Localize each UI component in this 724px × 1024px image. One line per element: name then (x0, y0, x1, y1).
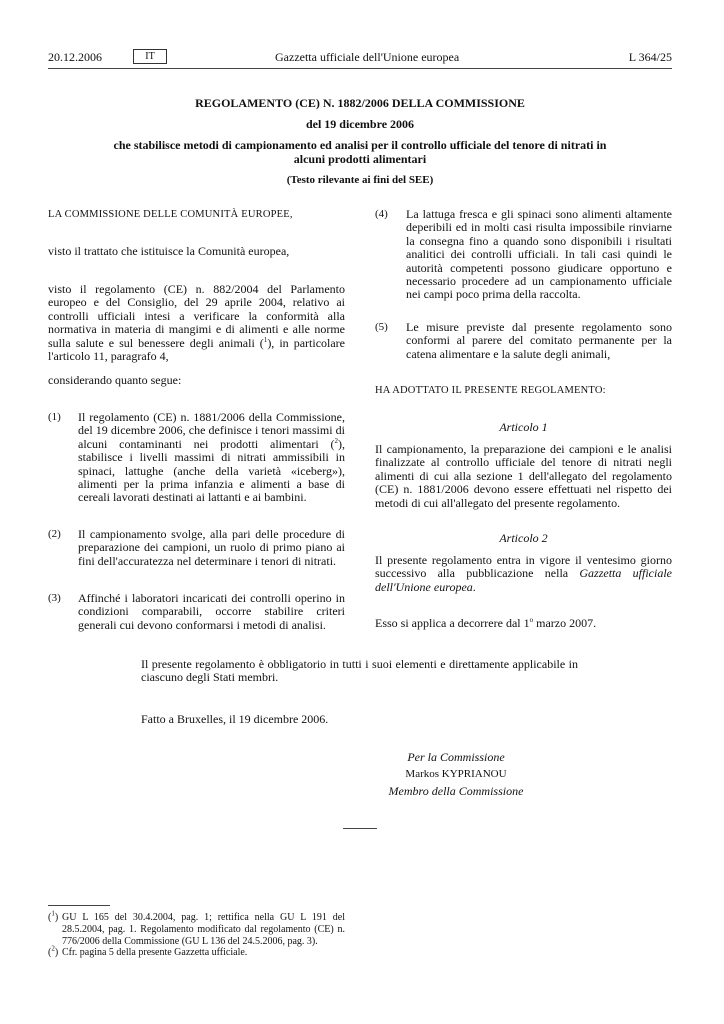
recital-1-number: (1) (48, 411, 61, 423)
end-rule (343, 828, 377, 829)
commission-heading: LA COMMISSIONE DELLE COMUNITÀ EUROPEE, (48, 209, 293, 220)
article-1-text: Il campionamento, la preparazione dei campioni e le analisi finalizzate al controllo ufficiale del tenore di nitrati negli alimenti di cui alla sezione 1 dell'allegato del regolamento (CE) n. 1881/2006 devono essere effettuati nel rispetto dei metodi di cui all'allegato del presente regolamento. (375, 442, 672, 510)
adopted-heading: HA ADOTTATO IL PRESENTE REGOLAMENTO: (375, 385, 606, 396)
page-reference: L 364/25 (628, 50, 672, 64)
regulation-title: REGOLAMENTO (CE) N. 1882/2006 DELLA COMMISSIONE (195, 96, 525, 110)
header-rule (48, 68, 672, 69)
footnote-2: Cfr. pagina 5 della presente Gazzetta ufficiale. (62, 947, 248, 958)
signature-per: Per la Commissione (407, 750, 505, 764)
language-badge: IT (133, 49, 167, 64)
recital-4-number: (4) (375, 208, 388, 220)
article-2-application: Esso si applica a decorrere dal 1$^o$ marzo 2007. (375, 616, 597, 630)
binding-clause: Il presente regolamento è obbligatorio in tutti i suoi elementi e direttamente applicabile in ciascuno degli Stati membri. (141, 657, 578, 685)
regulation-subject-line2: alcuni prodotti alimentari (293, 152, 427, 166)
recital-2-number: (2) (48, 528, 61, 540)
header-date: 20.12.2006 (48, 50, 102, 64)
footnote-1-mark: ($^1$) (48, 909, 59, 923)
visto-regolamento: visto il regolamento (CE) n. 882/2004 del Parlamento europeo e del Consiglio, del 29 aprile 2004, relativo ai controlli ufficiali intesi a verificare la conformità alla normativa in materia di mangimi e di alimenti e alle norme sulla salute e sul benessere degli animali ($^1$), in particolare l'articolo 11, paragrafo 4, (48, 282, 345, 364)
footnote-rule (48, 905, 110, 906)
done-at: Fatto a Bruxelles, il 19 dicembre 2006. (141, 712, 329, 726)
journal-title: Gazzetta ufficiale dell'Unione europea (275, 50, 460, 64)
recital-3: Affinché i laboratori incaricati dei controlli operino in condizioni comparabili, occorre stabilire criteri generali cui devono conformarsi i metodi di analisi. (78, 591, 345, 632)
article-2-title: Articolo 2 (499, 531, 548, 545)
recital-2: Il campionamento svolge, alla pari delle procedure di preparazione dei campioni, un ruolo di primo piano ai fini dell'accuratezza nel determinare i tenori di nitrati. (78, 527, 345, 568)
recital-1: Il regolamento (CE) n. 1881/2006 della Commissione, del 19 dicembre 2006, che definisce i tenori massimi di alcuni contaminanti nei prodotti alimentari ($^2$), stabilisce i livelli massimi di nitrati ammissibili in spinaci, lattughe (anche della varietà «iceberg»), alimenti per la prima infanzia e alimenti a base di cereali lavorati destinati ai lattanti e ai bambini. (78, 410, 345, 505)
footnote-1: GU L 165 del 30.4.2004, pag. 1; rettifica nella GU L 191 del 28.5.2004, pag. 1. Regolamento modificato dal regolamento (CE) n. 776/2006 della Commissione (GU L 136 del 24.5.2006, pag. 3). (62, 912, 345, 947)
footnote-2-mark: ($^2$) (48, 944, 59, 958)
visto-trattato: visto il trattato che istituisce la Comunità europea, (48, 244, 290, 258)
signatory-name: Markos KYPRIANOU (405, 768, 507, 780)
considerando: considerando quanto segue: (48, 373, 182, 387)
article-1-title: Articolo 1 (499, 420, 548, 434)
recital-5: Le misure previste dal presente regolamento sono conformi al parere del comitato permanente per la catena alimentare e la salute degli animali, (406, 320, 672, 361)
regulation-date: del 19 dicembre 2006 (305, 117, 415, 131)
recital-5-number: (5) (375, 321, 388, 333)
recital-3-number: (3) (48, 592, 61, 604)
recital-4: La lattuga fresca e gli spinaci sono alimenti altamente deperibili ed in molti casi risulta impossibile rinviarne la consegna fino a quando sono disponibili i risultati analitici dei controlli ufficiali. In tali casi quindi le autorità competenti possono giudicare opportuno e necessario procedere ad un campionamento ufficiale nei campi poco prima della raccolta. (406, 207, 672, 302)
article-2-text: Il presente regolamento entra in vigore il ventesimo giorno successivo alla pubblicazione nella Gazzetta ufficiale dell'Unione europea. (375, 553, 672, 594)
signatory-role: Membro della Commissione (388, 784, 524, 798)
regulation-subject-line1: che stabilisce metodi di campionamento ed analisi per il controllo ufficiale del tenore di nitrati in (113, 138, 607, 152)
eea-relevance: (Testo rilevante ai fini del SEE) (286, 174, 434, 186)
